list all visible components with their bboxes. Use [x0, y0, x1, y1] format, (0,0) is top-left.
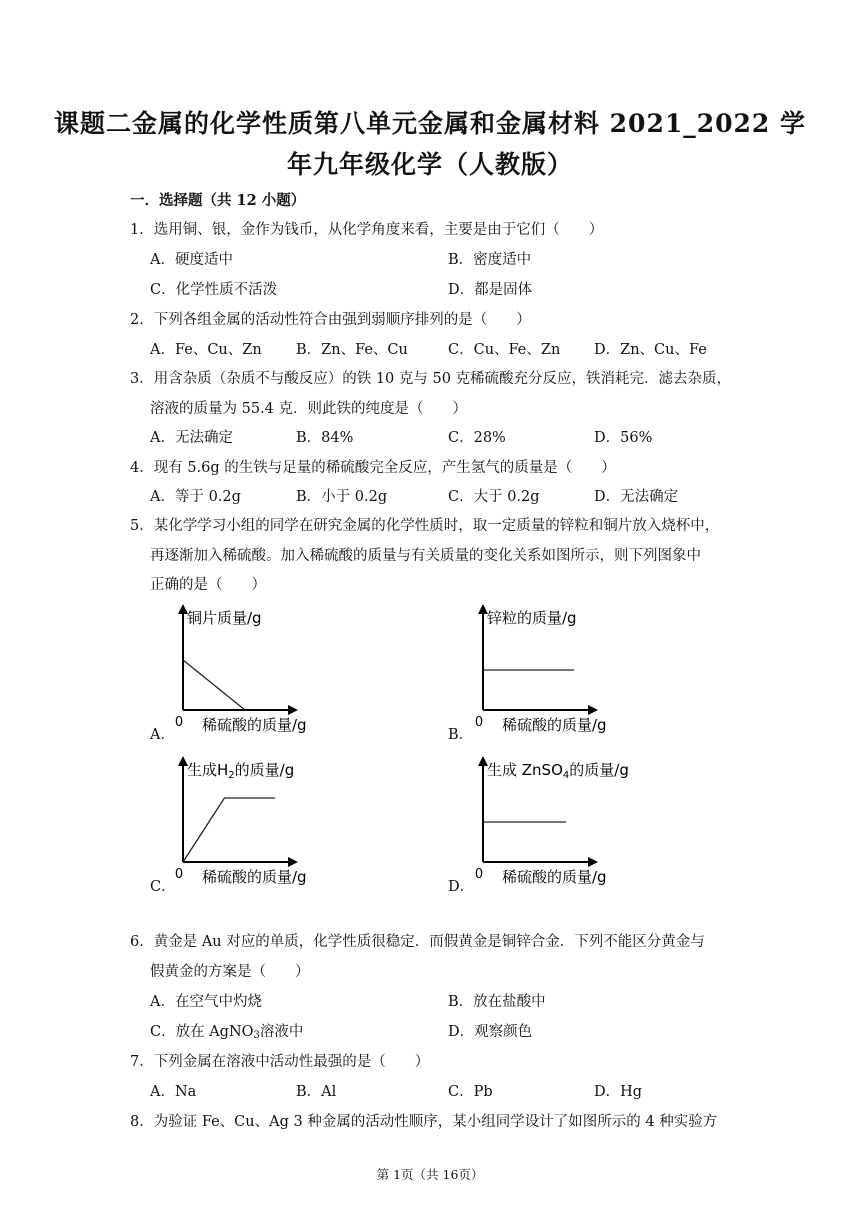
q4-option-b: B．小于 0.2g	[296, 489, 388, 505]
q2-option-c: C．Cu、Fe、Zn	[448, 342, 561, 358]
q7-stem: 7．下列金属在溶液中活动性最强的是（ ）	[130, 1054, 430, 1070]
x-axis-label: 稀硫酸的质量/g	[502, 716, 607, 734]
q4-option-a: A．等于 0.2g	[150, 489, 241, 505]
q5-option-b-letter: B．	[448, 727, 474, 743]
q3-stem-line2: 溶液的质量为 55.4 克．则此铁的纯度是（ ）	[150, 401, 468, 417]
q6-option-a: A．在空气中灼烧	[150, 994, 262, 1010]
q7-option-a: A．Na	[150, 1084, 197, 1100]
q3-option-b: B．84%	[296, 430, 354, 446]
chart-d	[470, 750, 630, 892]
q1-option-c: C．化学性质不活泼	[150, 282, 278, 298]
q3-option-d: D．56%	[594, 430, 653, 446]
q1-option-b: B．密度适中	[448, 252, 532, 268]
q4-option-c: C．大于 0.2g	[448, 489, 540, 505]
y-axis-label: 铜片质量/g	[187, 609, 262, 627]
q5-option-a-letter: A．	[150, 727, 175, 743]
origin-label: 0	[174, 867, 184, 882]
q2-option-a: A．Fe、Cu、Zn	[150, 342, 262, 358]
section-heading: 一．选择题（共 12 小题）	[130, 192, 306, 209]
x-axis-arrow	[588, 705, 598, 715]
origin-label: 0	[474, 715, 484, 730]
q6-option-b: B．放在盐酸中	[448, 994, 546, 1010]
x-axis-arrow	[288, 857, 298, 867]
y-axis-label: 生成$H_2$的质量/g	[187, 761, 295, 781]
q8-stem: 8．为验证 Fe、Cu、Ag 3 种金属的活动性顺序，某小组同学设计了如图所示的 4 种实验方	[130, 1114, 718, 1130]
page-footer: 第 1页（共 16页）	[376, 1167, 484, 1182]
origin-label: 0	[474, 867, 484, 882]
origin-label: 0	[174, 715, 184, 730]
q2-option-d: D．Zn、Cu、Fe	[594, 342, 707, 358]
q5-stem-line2: 再逐渐加入稀硫酸。加入稀硫酸的质量与有关质量的变化关系如图所示，则下列图象中	[150, 548, 701, 564]
q3-option-a: A．无法确定	[150, 430, 233, 446]
q6-stem-line2: 假黄金的方案是（ ）	[150, 964, 310, 980]
y-axis-label: 生成 ZnSO$_4$的质量/g	[487, 761, 629, 781]
q1-option-a: A．硬度适中	[150, 252, 233, 268]
series-line	[183, 660, 245, 710]
q5-stem-line1: 5．某化学学习小组的同学在研究金属的化学性质时，取一定质量的锌粒和铜片放入烧杯中，	[130, 518, 720, 534]
x-axis-label: 稀硫酸的质量/g	[202, 868, 307, 886]
q5-stem-line3: 正确的是（ ）	[150, 577, 266, 593]
chart-b	[470, 598, 620, 740]
q1-stem: 1．选用铜、银，金作为钱币，从化学角度来看，主要是由于它们（ ）	[130, 222, 604, 238]
q7-option-b: B．Al	[296, 1084, 337, 1100]
q5-option-c-letter: C．	[150, 879, 176, 895]
q4-stem: 4．现有 5.6g 的生铁与足量的稀硫酸完全反应，产生氢气的质量是（ ）	[130, 460, 616, 476]
document-title-line2: 年九年级化学（人教版）	[286, 150, 573, 179]
q7-option-c: C．Pb	[448, 1084, 493, 1100]
x-axis-label: 稀硫酸的质量/g	[502, 868, 607, 886]
q6-option-c: C．放在 AgNO$_3$溶液中	[150, 1024, 304, 1041]
q7-option-d: D．Hg	[594, 1084, 643, 1100]
document-title-line1: 课题二金属的化学性质第八单元金属和金属材料 2021_2022 学	[53, 109, 807, 138]
q4-option-d: D．无法确定	[594, 489, 679, 505]
series-line	[183, 798, 275, 862]
q5-option-d-letter: D．	[448, 879, 475, 895]
y-axis-label: 锌粒的质量/g	[487, 609, 577, 627]
q2-option-b: B．Zn、Fe、Cu	[296, 342, 408, 358]
x-axis-label: 稀硫酸的质量/g	[202, 716, 307, 734]
chart-c	[170, 750, 320, 892]
q1-option-d: D．都是固体	[448, 282, 533, 298]
chart-a	[170, 598, 320, 740]
q6-stem-line1: 6．黄金是 Au 对应的单质，化学性质很稳定．而假黄金是铜锌合金．下列不能区分黄金与	[130, 934, 705, 950]
x-axis-arrow	[588, 857, 598, 867]
q2-stem: 2．下列各组金属的活动性符合由强到弱顺序排列的是（ ）	[130, 312, 531, 328]
q3-option-c: C．28%	[448, 430, 506, 446]
x-axis-arrow	[288, 705, 298, 715]
q6-option-d: D．观察颜色	[448, 1024, 533, 1040]
q3-stem-line1: 3．用含杂质（杂质不与酸反应）的铁 10 克与 50 克稀硫酸充分反应，铁消耗完．滤去杂质，	[130, 371, 732, 387]
